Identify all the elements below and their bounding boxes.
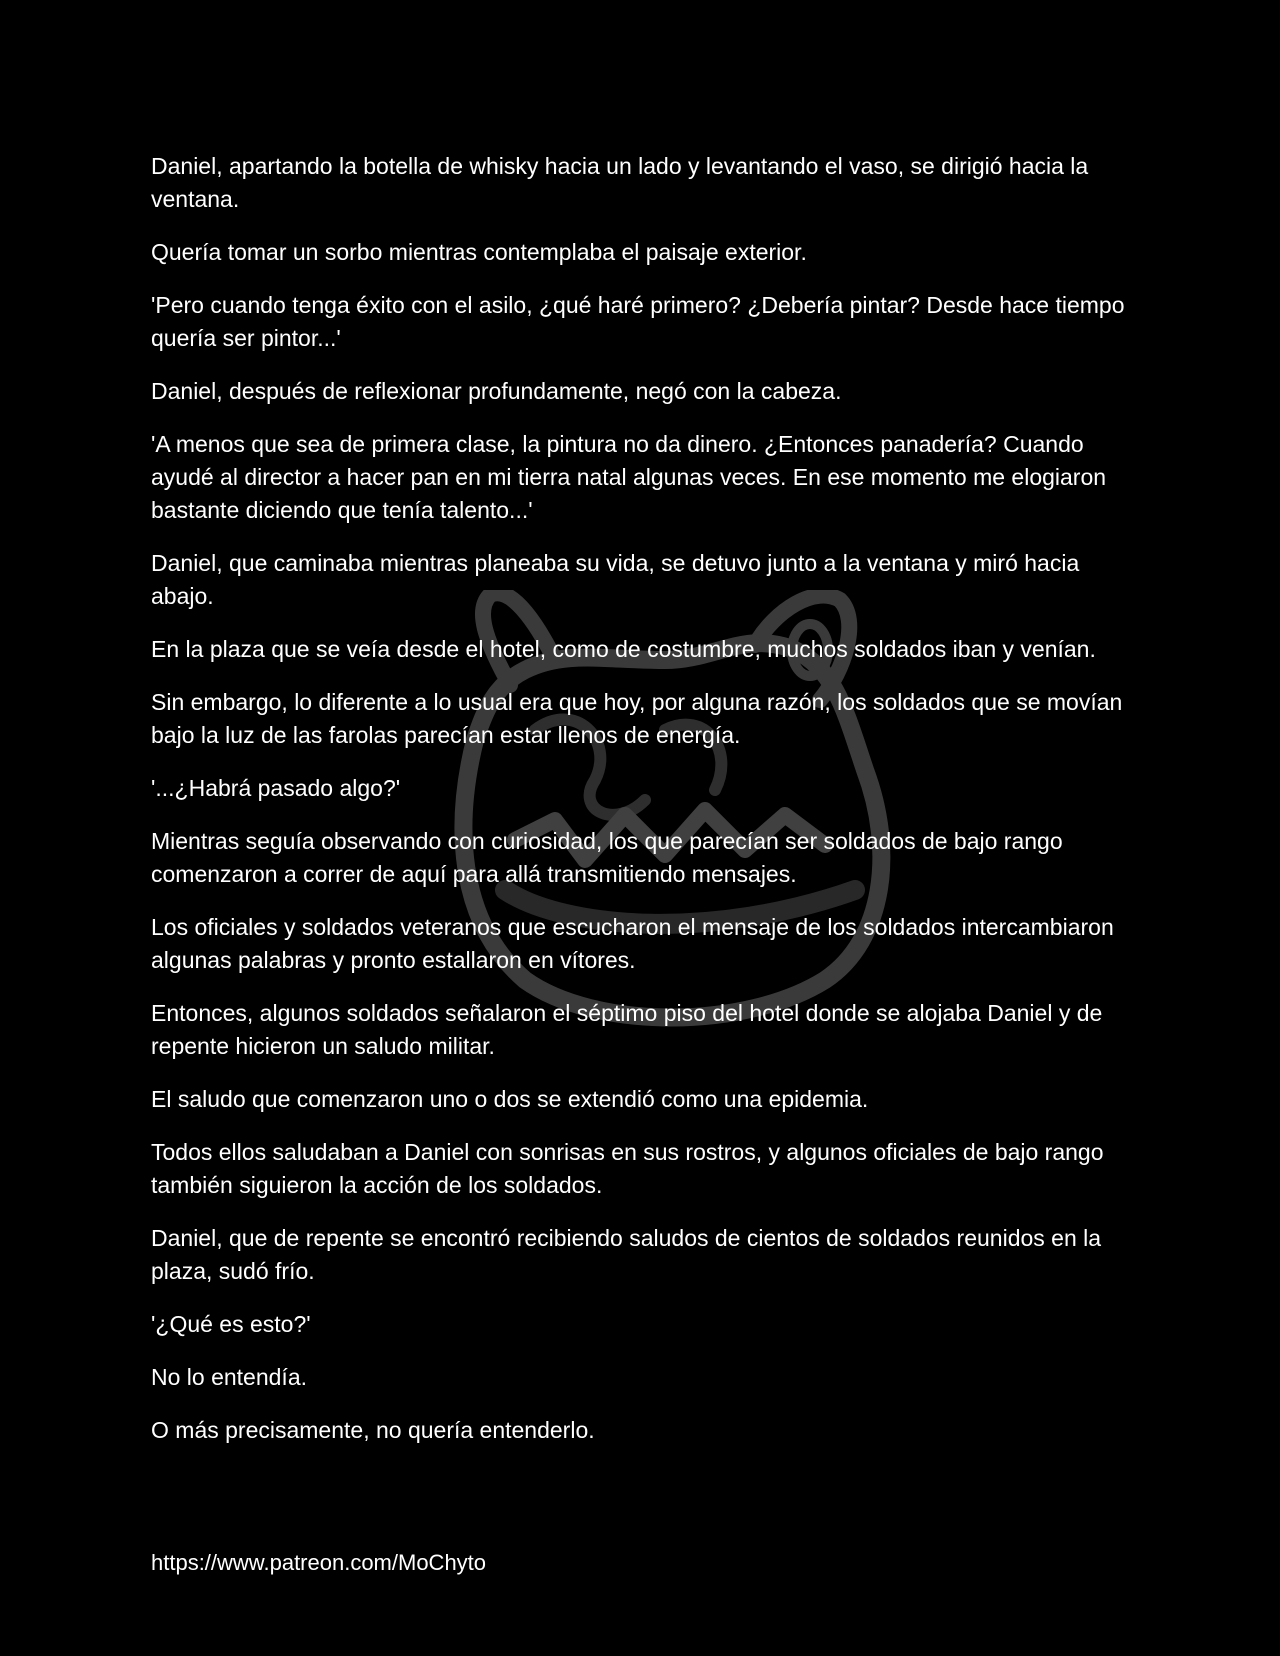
paragraph: Entonces, algunos soldados señalaron el séptimo piso del hotel donde se alojaba Daniel y de repente hicieron un saludo militar. (151, 1000, 1103, 1059)
paragraph: '...¿Habrá pasado algo?' (151, 775, 401, 801)
paragraph: Todos ellos saludaban a Daniel con sonrisas en sus rostros, y algunos oficiales de bajo rango también siguieron la acción de los soldados. (151, 1139, 1104, 1198)
paragraph: Mientras seguía observando con curiosidad, los que parecían ser soldados de bajo rango comenzaron a correr de aquí para allá transmitiendo mensajes. (151, 828, 1063, 887)
paragraph: Daniel, apartando la botella de whisky hacia un lado y levantando el vaso, se dirigió hacia la ventana. (151, 153, 1089, 212)
paragraph: 'Pero cuando tenga éxito con el asilo, ¿qué haré primero? ¿Debería pintar? Desde hace tiempo quería ser pintor...' (151, 292, 1125, 351)
paragraph: Daniel, que caminaba mientras planeaba su vida, se detuvo junto a la ventana y miró hacia abajo. (151, 550, 1080, 609)
paragraph: El saludo que comenzaron uno o dos se extendió como una epidemia. (151, 1086, 869, 1112)
paragraph: O más precisamente, no quería entenderlo. (151, 1417, 595, 1443)
paragraph: En la plaza que se veía desde el hotel, como de costumbre, muchos soldados iban y venían. (151, 636, 1096, 662)
patreon-link[interactable]: https://www.patreon.com/MoChyto (151, 1550, 487, 1575)
paragraph: 'A menos que sea de primera clase, la pintura no da dinero. ¿Entonces panadería? Cuando ayudé al director a hacer pan en mi tierra natal algunas veces. En ese momento me elogiaron bastante diciendo que tenía talento...' (151, 431, 1107, 523)
paragraph: '¿Qué es esto?' (151, 1311, 311, 1337)
paragraph: Daniel, que de repente se encontró recibiendo saludos de cientos de soldados reunidos en la plaza, sudó frío. (151, 1225, 1102, 1284)
paragraph: Sin embargo, lo diferente a lo usual era que hoy, por alguna razón, los soldados que se movían bajo la luz de las farolas parecían estar llenos de energía. (151, 689, 1123, 748)
paragraph: Daniel, después de reflexionar profundamente, negó con la cabeza. (151, 378, 842, 404)
paragraph: Los oficiales y soldados veteranos que escucharon el mensaje de los soldados intercambiaron algunas palabras y pronto estallaron en vítores. (151, 914, 1114, 973)
chapter-text (151, 150, 1141, 1467)
paragraph: No lo entendía. (151, 1364, 308, 1390)
paragraph: Quería tomar un sorbo mientras contemplaba el paisaje exterior. (151, 239, 807, 265)
